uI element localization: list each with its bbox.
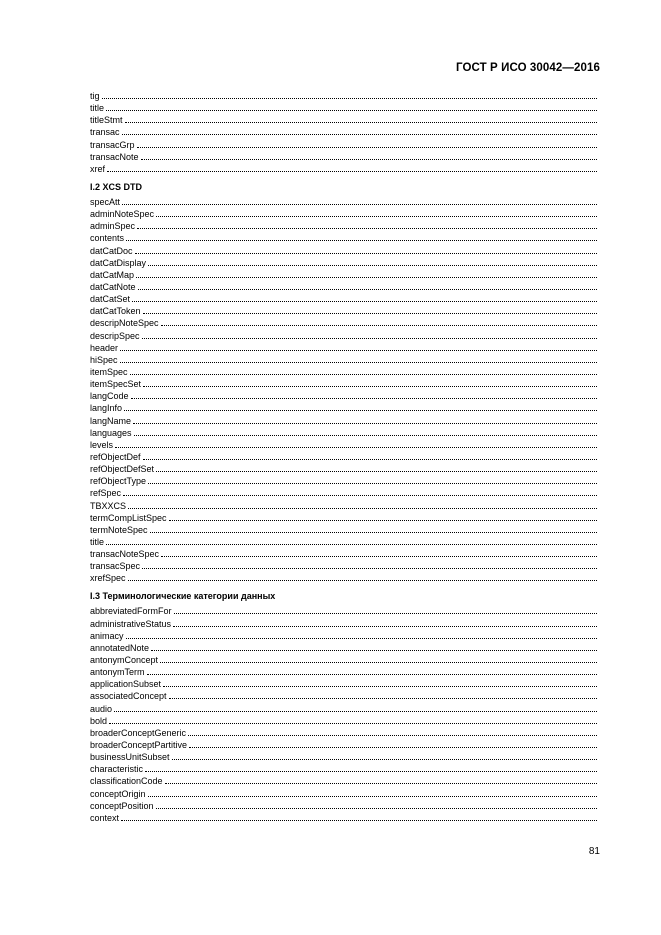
index-entry-term: languages bbox=[90, 427, 132, 438]
index-entry-term: langName bbox=[90, 415, 132, 426]
dot-leader bbox=[123, 494, 597, 496]
index-entry-term: titleStmt bbox=[90, 115, 123, 126]
index-entry bbox=[90, 739, 597, 751]
index-entry bbox=[90, 788, 597, 800]
dot-leader bbox=[143, 385, 597, 387]
index-entry-term: datCatDoc bbox=[90, 245, 133, 256]
index-entry bbox=[90, 451, 597, 463]
index-entry bbox=[90, 151, 597, 163]
index-entry-term: transacNoteSpec bbox=[90, 549, 160, 560]
index-entry bbox=[90, 90, 597, 102]
index-entry bbox=[90, 666, 597, 678]
index-entry bbox=[90, 114, 597, 126]
index-entry-term: itemSpecSet bbox=[90, 379, 142, 390]
index-entry-term: datCatDisplay bbox=[90, 257, 147, 268]
index-entry-term: datCatSet bbox=[90, 294, 131, 305]
dot-leader bbox=[128, 579, 597, 581]
index-entry bbox=[90, 775, 597, 787]
index-entry bbox=[90, 463, 597, 475]
dot-leader bbox=[125, 121, 597, 123]
dot-leader bbox=[156, 470, 597, 472]
dot-leader bbox=[163, 685, 597, 687]
index-entry-term: adminSpec bbox=[90, 221, 136, 232]
index-entry-term: termNoteSpec bbox=[90, 524, 148, 535]
index-content bbox=[90, 90, 597, 824]
index-entry-term: abbreviatedFormFor bbox=[90, 606, 172, 617]
index-entry-term: levels bbox=[90, 439, 114, 450]
dot-leader bbox=[120, 349, 597, 351]
index-entry-term: refObjectDefSet bbox=[90, 464, 155, 475]
index-entry-term: datCatToken bbox=[90, 306, 141, 317]
index-entry bbox=[90, 281, 597, 293]
index-entry-term: datCatMap bbox=[90, 269, 135, 280]
dot-leader bbox=[138, 288, 597, 290]
index-entry-term: title bbox=[90, 536, 105, 547]
dot-leader bbox=[134, 434, 597, 436]
index-entry-term: audio bbox=[90, 703, 113, 714]
index-entry-term: contents bbox=[90, 233, 125, 244]
dot-leader bbox=[128, 507, 597, 509]
index-entry bbox=[90, 751, 597, 763]
index-entry bbox=[90, 630, 597, 642]
dot-leader bbox=[161, 324, 597, 326]
index-entry bbox=[90, 524, 597, 536]
index-entry bbox=[90, 366, 597, 378]
dot-leader bbox=[124, 409, 597, 411]
index-entry-term: context bbox=[90, 812, 120, 823]
index-entry bbox=[90, 618, 597, 630]
dot-leader bbox=[114, 710, 597, 712]
index-entry bbox=[90, 163, 597, 175]
index-entry bbox=[90, 439, 597, 451]
index-entry bbox=[90, 763, 597, 775]
dot-leader bbox=[148, 795, 597, 797]
index-entry bbox=[90, 475, 597, 487]
dot-leader bbox=[135, 252, 597, 254]
index-entry-term: xrefSpec bbox=[90, 573, 126, 584]
dot-leader bbox=[142, 567, 597, 569]
dot-leader bbox=[143, 312, 597, 314]
index-entry bbox=[90, 232, 597, 244]
index-entry-term: tig bbox=[90, 91, 100, 101]
index-entry-term: applicationSubset bbox=[90, 679, 162, 690]
index-entry-term: businessUnitSubset bbox=[90, 752, 170, 763]
index-entry-term: transac bbox=[90, 127, 120, 138]
dot-leader bbox=[148, 482, 597, 484]
index-entry bbox=[90, 208, 597, 220]
dot-leader bbox=[143, 458, 597, 460]
index-entry-term: broaderConceptPartitive bbox=[90, 740, 188, 751]
dot-leader bbox=[126, 239, 597, 241]
index-entry bbox=[90, 605, 597, 617]
index-entry bbox=[90, 245, 597, 257]
section-title-xcs-dtd: I.2 XCS DTD bbox=[90, 181, 143, 192]
index-entry-term: refObjectDef bbox=[90, 451, 141, 462]
dot-leader bbox=[106, 543, 597, 545]
index-entry-term: langInfo bbox=[90, 403, 123, 414]
index-section-c bbox=[90, 605, 597, 824]
index-entry-term: itemSpec bbox=[90, 366, 128, 377]
index-entry-term: associatedConcept bbox=[90, 691, 167, 702]
index-entry bbox=[90, 487, 597, 499]
index-entry-term: transacGrp bbox=[90, 139, 135, 150]
index-entry-term: refObjectType bbox=[90, 476, 147, 487]
index-entry-term: specAtt bbox=[90, 196, 121, 207]
index-entry bbox=[90, 390, 597, 402]
dot-leader bbox=[122, 133, 597, 135]
index-entry bbox=[90, 220, 597, 232]
index-entry-term: langCode bbox=[90, 391, 129, 402]
index-entry-term: transacNote bbox=[90, 151, 139, 162]
dot-leader bbox=[102, 97, 597, 99]
index-entry-term: conceptOrigin bbox=[90, 788, 146, 799]
index-entry bbox=[90, 678, 597, 690]
dot-leader bbox=[126, 637, 597, 639]
index-entry-term: refSpec bbox=[90, 488, 122, 499]
index-entry bbox=[90, 800, 597, 812]
dot-leader bbox=[132, 300, 597, 302]
index-entry-term: hiSpec bbox=[90, 354, 118, 365]
dot-leader bbox=[109, 722, 597, 724]
dot-leader bbox=[169, 697, 597, 699]
dot-leader bbox=[148, 264, 597, 266]
dot-leader bbox=[151, 649, 597, 651]
index-entry bbox=[90, 330, 597, 342]
index-entry bbox=[90, 560, 597, 572]
index-entry bbox=[90, 102, 597, 114]
index-entry bbox=[90, 703, 597, 715]
dot-leader bbox=[188, 734, 597, 736]
index-entry bbox=[90, 305, 597, 317]
index-entry-term: descripSpec bbox=[90, 330, 140, 341]
index-entry-term: xref bbox=[90, 163, 106, 174]
index-entry-term: administrativeStatus bbox=[90, 618, 172, 629]
index-entry-term: annotatedNote bbox=[90, 642, 150, 653]
index-entry-term: termCompListSpec bbox=[90, 512, 167, 523]
dot-leader bbox=[145, 770, 597, 772]
index-entry bbox=[90, 317, 597, 329]
dot-leader bbox=[147, 673, 597, 675]
dot-leader bbox=[120, 361, 597, 363]
index-entry-term: classificationCode bbox=[90, 776, 163, 787]
index-entry bbox=[90, 415, 597, 427]
index-entry-term: bold bbox=[90, 715, 108, 726]
index-entry-term: datCatNote bbox=[90, 281, 136, 292]
index-entry bbox=[90, 342, 597, 354]
index-entry bbox=[90, 812, 597, 824]
index-entry bbox=[90, 642, 597, 654]
index-section-b bbox=[90, 196, 597, 585]
index-entry-term: title bbox=[90, 103, 105, 114]
index-entry-term: conceptPosition bbox=[90, 800, 154, 811]
dot-leader bbox=[137, 227, 597, 229]
dot-leader bbox=[136, 276, 597, 278]
index-entry-term: antonymConcept bbox=[90, 655, 159, 666]
index-entry bbox=[90, 354, 597, 366]
index-entry bbox=[90, 196, 597, 208]
index-entry bbox=[90, 126, 597, 138]
index-entry bbox=[90, 727, 597, 739]
index-entry-term: antonymTerm bbox=[90, 667, 145, 678]
index-entry bbox=[90, 500, 597, 512]
index-entry bbox=[90, 654, 597, 666]
dot-leader bbox=[131, 397, 597, 399]
index-entry-term: header bbox=[90, 342, 119, 353]
dot-leader bbox=[189, 746, 597, 748]
index-entry bbox=[90, 257, 597, 269]
dot-leader bbox=[133, 422, 597, 424]
dot-leader bbox=[137, 146, 597, 148]
index-entry-term: descripNoteSpec bbox=[90, 318, 159, 329]
dot-leader bbox=[141, 158, 597, 160]
dot-leader bbox=[106, 109, 597, 111]
index-section-a bbox=[90, 90, 597, 175]
index-entry bbox=[90, 548, 597, 560]
dot-leader bbox=[121, 819, 597, 821]
dot-leader bbox=[156, 807, 597, 809]
dot-leader bbox=[160, 661, 597, 663]
dot-leader bbox=[142, 337, 597, 339]
dot-leader bbox=[161, 555, 597, 557]
index-entry bbox=[90, 572, 597, 584]
dot-leader bbox=[172, 758, 597, 760]
dot-leader bbox=[107, 170, 597, 172]
index-entry bbox=[90, 269, 597, 281]
dot-leader bbox=[169, 519, 597, 521]
index-entry bbox=[90, 715, 597, 727]
dot-leader bbox=[156, 215, 597, 217]
section-title-data-categories: I.3 Терминологические категории данных bbox=[90, 591, 276, 602]
index-entry-term: characteristic bbox=[90, 764, 144, 775]
index-entry bbox=[90, 536, 597, 548]
index-entry bbox=[90, 690, 597, 702]
dot-leader bbox=[150, 531, 597, 533]
index-entry-term: broaderConceptGeneric bbox=[90, 727, 187, 738]
index-entry bbox=[90, 139, 597, 151]
index-entry bbox=[90, 402, 597, 414]
index-entry bbox=[90, 378, 597, 390]
dot-leader bbox=[122, 203, 597, 205]
document-header: ГОСТ Р ИСО 30042—2016 bbox=[455, 62, 600, 74]
dot-leader bbox=[165, 782, 597, 784]
index-entry-term: TBXXCS bbox=[90, 500, 127, 511]
index-entry bbox=[90, 512, 597, 524]
index-entry-term: transacSpec bbox=[90, 561, 141, 572]
index-entry bbox=[90, 293, 597, 305]
index-entry bbox=[90, 427, 597, 439]
dot-leader bbox=[173, 625, 597, 627]
dot-leader bbox=[174, 612, 597, 614]
index-entry-term: adminNoteSpec bbox=[90, 209, 155, 220]
dot-leader bbox=[130, 373, 597, 375]
page-number: 81 bbox=[588, 846, 600, 857]
index-entry-term: animacy bbox=[90, 630, 124, 641]
dot-leader bbox=[115, 446, 597, 448]
